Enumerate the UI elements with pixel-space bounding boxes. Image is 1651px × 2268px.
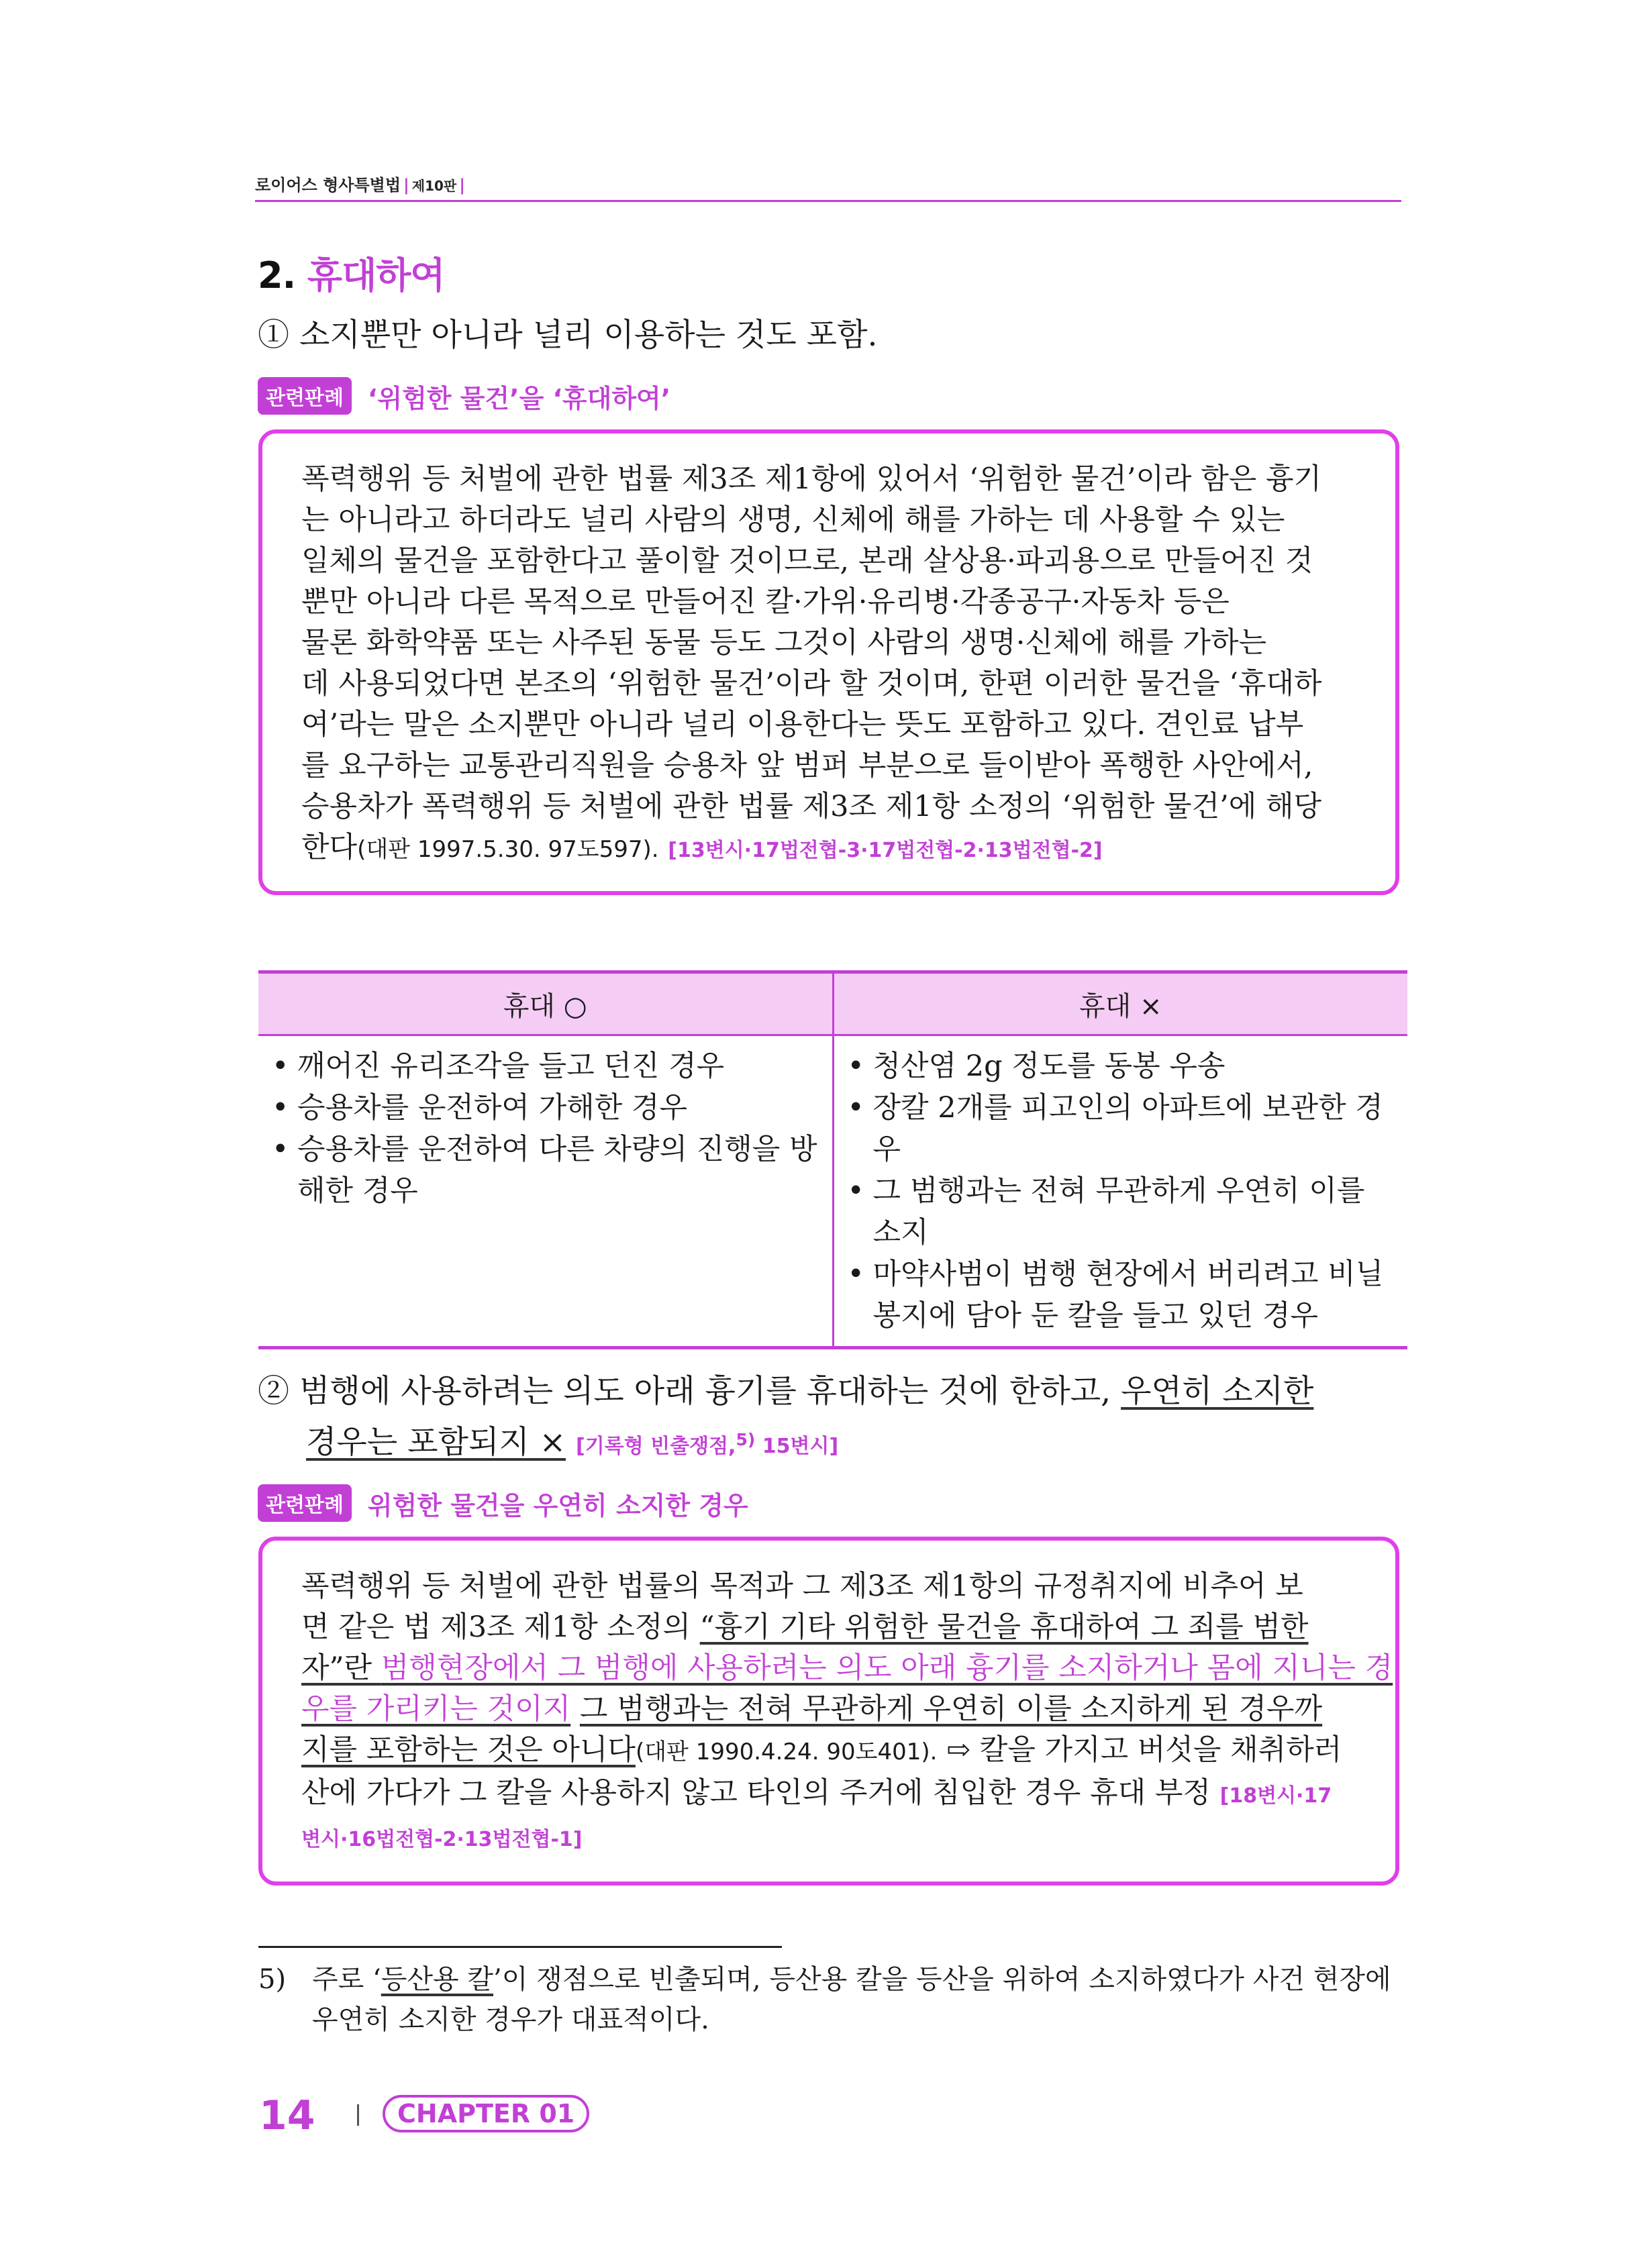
case-2-line: 면 같은 법 제3조 제1항 소정의 “흉기 기타 위험한 물건을 휴대하여 그 죄를 범한	[301, 1610, 1309, 1644]
header-divider-end: |	[459, 176, 466, 195]
carry-no-cell	[833, 1035, 1407, 1348]
case-1-tag: 관련판례	[258, 377, 352, 415]
case-1-line: 를 요구하는 교통관리직원을 승용차 앞 범퍼 부분으로 들이받아 폭행한 사안에서,	[301, 749, 1313, 782]
footnote-rule	[258, 1946, 782, 1948]
page-number: 14	[259, 2092, 315, 2139]
footnote-line-1: 5) 주로 ‘등산용 칼’이 쟁점으로 빈출되며, 등산용 칼을 등산을 위하여 소지하였다가 사건 현장에	[258, 1964, 1391, 1995]
section-number: 2.	[258, 254, 296, 297]
list-item: • 깨어진 유리조각을 들고 던진 경우	[268, 1045, 826, 1087]
point-1: ① 소지뿐만 아니라 널리 이용하는 것도 포함.	[258, 317, 878, 354]
header-rule	[255, 200, 1401, 202]
point-2-ref: [기록형 빈출쟁점,$^{5)}$ 15변시]	[576, 1430, 839, 1458]
point-2-line-2: 경우는 포함되지 × [기록형 빈출쟁점,$^{5)}$ 15변시]	[306, 1424, 839, 1461]
case-1-line: 뿐만 아니라 다른 목적으로 만들어진 칼·가위·유리병·각종공구·자동차 등은	[301, 585, 1230, 619]
carry-comparison-table	[258, 970, 1407, 1349]
chapter-badge: CHAPTER 01	[383, 2095, 589, 2132]
case-2-text	[301, 1566, 1393, 1860]
case-1-citation: (대판 1997.5.30. 97도597).	[357, 836, 659, 863]
case-1-last-line: 한다(대판 1997.5.30. 97도597). [13변시·17법전협-3·17법전협-2·13법전협-2]	[301, 831, 1103, 864]
case-2-line: 자”란 범행현장에서 그 범행에 사용하려는 의도 아래 흉기를 소지하거나 몸에 지니는 경	[301, 1651, 1393, 1685]
case-2-title: 위험한 물건을 우연히 소지한 경우	[367, 1490, 748, 1520]
table-row	[258, 1035, 1407, 1348]
book-title: 로이어스 형사특별법	[255, 176, 401, 195]
list-item: • 그 범행과는 전혀 무관하게 우연히 이를 소지	[844, 1170, 1401, 1253]
case-1-line: 일체의 물건을 포함한다고 풀이할 것이므로, 본래 살상용·파괴용으로 만들어진 것	[301, 544, 1313, 578]
list-item: • 마약사범이 범행 현장에서 버리려고 비닐봉지에 담아 둔 칼을 들고 있던 경우	[844, 1253, 1401, 1337]
case-2-line: 변시·16법전협-2·13법전협-1]	[301, 1828, 583, 1851]
case-1-line: 는 아니라고 하더라도 널리 사람의 생명, 신체에 해를 가하는 데 사용할 수 있는	[301, 503, 1285, 537]
footnote-line-2: 우연히 소지한 경우가 대표적이다.	[312, 2004, 709, 2035]
carry-yes-cell	[258, 1035, 833, 1348]
footnote-mark[interactable]: 5)	[736, 1430, 756, 1449]
case-1-exam-ref: [13변시·17법전협-3·17법전협-2·13법전협-2]	[668, 839, 1103, 862]
case-2-line: 산에 가다가 그 칼을 사용하지 않고 타인의 주거에 침입한 경우 휴대 부정 [18변시·17	[301, 1776, 1332, 1810]
case-1-title: ‘위험한 물건’을 ‘휴대하여’	[367, 383, 671, 413]
case-1-line: 데 사용되었다면 본조의 ‘위험한 물건’이라 할 것이며, 한편 이러한 물건을 ‘휴대하	[301, 667, 1322, 701]
footnote	[258, 1959, 1391, 2040]
case-2-box	[258, 1537, 1399, 1886]
case-2-line: 지를 포함하는 것은 아니다(대판 1990.4.24. 90도401). ⇨ 칼을 가지고 버섯을 채취하러	[301, 1733, 1342, 1767]
case-1-line: 폭력행위 등 처벌에 관한 법률 제3조 제1항에 있어서 ‘위험한 물건’이라 함은 흉기	[301, 462, 1322, 496]
footer-divider	[357, 2104, 359, 2126]
case-2-line: 우를 가리키는 것이지 그 범행과는 전혀 무관하게 우연히 이를 소지하게 된 경우까	[301, 1692, 1323, 1726]
running-header	[255, 172, 468, 195]
point-2-line-1: ② 범행에 사용하려는 의도 아래 흉기를 휴대하는 것에 한하고, 우연히 소지한	[258, 1373, 1314, 1410]
case-1-text	[301, 459, 1360, 871]
header-carry-yes: 휴대 ○	[258, 972, 833, 1035]
case-2-tag: 관련판례	[258, 1484, 352, 1522]
section-title	[258, 247, 445, 299]
case-1-box	[258, 429, 1399, 895]
header-carry-no: 휴대 ×	[833, 972, 1407, 1035]
table-header-row	[258, 972, 1407, 1035]
list-item: • 승용차를 운전하여 가해한 경우	[268, 1087, 826, 1129]
section-title-text: 휴대하여	[307, 254, 445, 297]
header-divider: |	[403, 176, 409, 195]
case-2-heading	[258, 1484, 748, 1522]
list-item: • 장칼 2개를 피고인의 아파트에 보관한 경우	[844, 1087, 1401, 1170]
list-item: • 승용차를 운전하여 다른 차량의 진행을 방해한 경우	[268, 1129, 826, 1212]
case-2-line: 폭력행위 등 처벌에 관한 법률의 목적과 그 제3조 제1항의 규정취지에 비추어 보	[301, 1569, 1303, 1603]
case-1-line: 승용차가 폭력행위 등 처벌에 관한 법률 제3조 제1항 소정의 ‘위험한 물건’에 해당	[301, 790, 1322, 823]
case-1-line: 여’라는 말은 소지뿐만 아니라 널리 이용한다는 뜻도 포함하고 있다. 견인료 납부	[301, 708, 1304, 741]
list-item: • 청산염 2g 정도를 동봉 우송	[844, 1045, 1401, 1087]
case-1-heading	[258, 377, 670, 415]
edition-label: 제10판	[411, 178, 457, 194]
case-1-line: 물론 화학약품 또는 사주된 동물 등도 그것이 사람의 생명·신체에 해를 가하는	[301, 626, 1267, 660]
